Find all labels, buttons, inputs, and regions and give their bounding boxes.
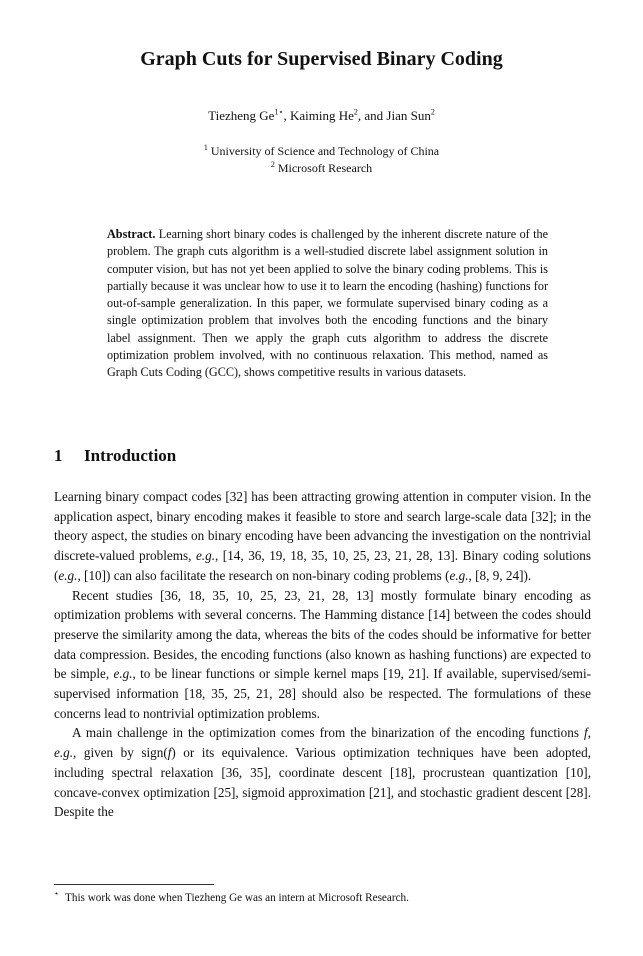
section-heading — [54, 446, 176, 466]
text-run: , given by sign( — [73, 745, 168, 761]
text-run-italic: e.g. — [58, 567, 78, 583]
author-line — [0, 108, 643, 124]
author-mark: 1⋆ — [274, 107, 284, 117]
math-symbol: f — [584, 725, 588, 741]
text-run-italic: e.g. — [113, 666, 133, 682]
text-run-italic: e.g. — [195, 548, 215, 564]
affiliation-text: University of Science and Technology of China — [210, 144, 440, 158]
footnote-text: This work was done when Tiezheng Ge was an intern at Microsoft Research. — [65, 892, 409, 904]
paragraph — [54, 487, 591, 586]
text-run: ) or its equivalence. Various optimization techniques have been adopted, including spectral relaxation [36, 35], coordinate descent [18], procrustean quantization [10], concave-convex optimization [25], sigmoid approximation [21], and stochastic gradient descent [28]. Despite the — [54, 745, 591, 820]
text-run-italic: e.g. — [449, 567, 469, 583]
body-text — [54, 487, 591, 822]
paragraph — [54, 723, 591, 822]
text-run: , [10]) can also facilitate the research on non-binary coding problems ( — [77, 567, 450, 583]
author-separator: , and — [357, 108, 387, 123]
author-mark: 2 — [430, 107, 435, 117]
affiliation-line — [0, 143, 643, 160]
author-separator: , — [283, 108, 290, 123]
affiliation-mark: 2 — [270, 160, 275, 169]
section-title: Introduction — [84, 446, 177, 465]
paragraph — [54, 586, 591, 724]
footnote-rule — [54, 884, 214, 885]
footnote — [54, 891, 591, 906]
author-name: Tiezheng Ge — [208, 108, 275, 123]
text-run: A main challenge in the optimization comes from the binarization of the encoding functions — [72, 725, 585, 741]
text-run: Recent studies [36, 18, 35, 10, 25, 23, 21, 28, 13] mostly formulate binary encoding as optimization problems with several concerns. The Hamming distance [14] between the codes should preserve the similarity among the data, whereas the bits of the codes should be informative for better data compression. Besides, the encoding functions (also known as hashing functions) are expected to be simple, — [54, 587, 591, 682]
abstract-text: Learning short binary codes is challenged by the inherent discrete nature of the problem. The graph cuts algorithm is a well-studied discrete label assignment solution in computer vision, but has not yet been applied to solve the binary coding problems. This is partially because it was unclear how to use it to learn the encoding (hashing) functions for out-of-sample generalization. In this paper, we formulate supervised binary coding as a single optimization problem that involves both the encoding functions and the binary label assignment. Then we apply the graph cuts algorithm to address the discrete optimization problem involved, with no continuous relaxation. This method, named as Graph Cuts Coding (GCC), shows competitive results in various datasets. — [107, 227, 548, 380]
text-run: , — [587, 725, 591, 741]
text-run: , to be linear functions or simple kernel maps [19, 21]. If available, supervised/semi-supervised information [18, 35, 25, 21, 28] should also be respected. The formulations of these concerns lead to nontrivial optimization problems. — [54, 666, 591, 721]
text-run: , [14, 36, 19, 18, 35, 10, 25, 23, 21, 28, 13]. Binary coding solutions ( — [54, 548, 591, 583]
paper-title: Graph Cuts for Supervised Binary Coding — [140, 48, 503, 70]
author-mark: 2 — [353, 107, 358, 117]
section-number: 1 — [54, 446, 63, 465]
affiliation-text: Microsoft Research — [277, 161, 373, 175]
abstract-label: Abstract. — [107, 227, 156, 241]
author-name: Jian Sun — [386, 108, 431, 123]
text-run: Learning binary compact codes [32] has been attracting growing attention in computer vision. In the application aspect, binary encoding makes it feasible to store and search large-scale data [32]; in the theory aspect, the studies on binary encoding have been advancing the investigation on the nontrivial discrete-valued problems, — [54, 489, 591, 564]
footnote-mark: ⋆ — [54, 889, 60, 899]
affiliation-line — [0, 160, 643, 177]
affiliation-mark: 1 — [203, 143, 208, 152]
text-run: , [8, 9, 24]). — [468, 567, 532, 583]
author-name: Kaiming He — [289, 108, 354, 123]
affiliations — [0, 143, 643, 177]
abstract-block — [107, 226, 548, 382]
text-run-italic: e.g. — [54, 745, 74, 761]
math-symbol: f — [167, 745, 172, 761]
